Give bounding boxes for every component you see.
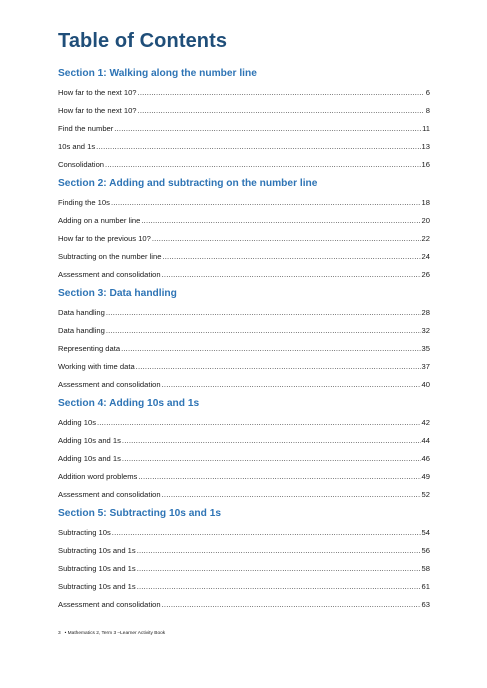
dot-leader [114, 120, 421, 138]
dot-leader [137, 542, 421, 560]
dot-leader [97, 414, 421, 432]
toc-entry[interactable] [58, 230, 430, 248]
toc-entry-page-number: 54 [421, 528, 430, 537]
toc-entry-label: Addition word problems [58, 472, 138, 481]
dot-leader [106, 322, 421, 340]
toc-entry-page-number: 61 [421, 582, 430, 591]
dot-leader [138, 84, 423, 102]
toc-entry[interactable] [58, 120, 430, 138]
section-heading: Section 4: Adding 10s and 1s [58, 398, 200, 409]
toc-entry[interactable] [58, 596, 430, 614]
dot-leader [111, 194, 421, 212]
toc-entry-label: Data handling [58, 326, 105, 335]
toc-entry[interactable] [58, 84, 430, 102]
footer-page-number: 3 [58, 631, 61, 636]
toc-entry-page-number: 46 [421, 454, 430, 463]
toc-entry[interactable] [58, 358, 430, 376]
toc-entry-label: Subtracting 10s and 1s [58, 582, 136, 591]
toc-entry[interactable] [58, 138, 430, 156]
toc-entry[interactable] [58, 542, 430, 560]
dot-leader [162, 266, 421, 284]
toc-entry-page-number: 37 [421, 362, 430, 371]
toc-entry-page-number: 20 [421, 216, 430, 225]
toc-entry-page-number: 26 [421, 270, 430, 279]
toc-entry-page-number: 63 [421, 600, 430, 609]
dot-leader [141, 212, 420, 230]
toc-section [58, 174, 430, 284]
dot-leader [162, 596, 421, 614]
toc-entry-label: Subtracting 10s [58, 528, 111, 537]
toc-entry-page-number: 16 [421, 160, 430, 169]
toc-entry-page-number: 18 [421, 198, 430, 207]
toc-entry[interactable] [58, 486, 430, 504]
toc-entry[interactable] [58, 450, 430, 468]
toc-entry-page-number: 22 [421, 234, 430, 243]
toc-entry[interactable] [58, 432, 430, 450]
dot-leader [162, 376, 421, 394]
toc-entry-label: How far to the next 10? [58, 88, 137, 97]
section-heading: Section 5: Subtracting 10s and 1s [58, 508, 222, 519]
toc-entry[interactable] [58, 304, 430, 322]
dot-leader [136, 358, 421, 376]
toc-entry-page-number: 52 [421, 490, 430, 499]
toc-entry-label: Assessment and consolidation [58, 270, 161, 279]
toc-entry[interactable] [58, 414, 430, 432]
toc-entry[interactable] [58, 340, 430, 358]
page-footer [58, 631, 169, 636]
toc-entry-label: Adding 10s and 1s [58, 436, 121, 445]
page-title: Table of Contents [58, 30, 228, 52]
toc-entry-label: Assessment and consolidation [58, 490, 161, 499]
section-heading: Section 2: Adding and subtracting on the number line [58, 178, 318, 189]
toc-entry-label: Working with time data [58, 362, 135, 371]
dot-leader [152, 230, 421, 248]
dot-leader [137, 560, 421, 578]
dot-leader [138, 468, 420, 486]
toc-entry-page-number: 24 [421, 252, 430, 261]
toc-entry-page-number: 8 [425, 106, 430, 115]
toc-entry-label: Assessment and consolidation [58, 600, 161, 609]
toc-entry-label: Finding the 10s [58, 198, 110, 207]
toc-entry-label: Adding 10s and 1s [58, 454, 121, 463]
toc-entry[interactable] [58, 102, 430, 120]
dot-leader [137, 578, 421, 596]
toc-entry[interactable] [58, 194, 430, 212]
toc-entry-page-number: 11 [422, 124, 430, 133]
toc-entry-label: Consolidation [58, 160, 105, 169]
toc-entry-page-number: 42 [421, 418, 430, 427]
toc-entry-label: 10s and 1s [58, 142, 96, 151]
dot-leader [105, 156, 421, 174]
toc-section [58, 284, 430, 394]
dot-leader [112, 524, 421, 542]
toc-entry-page-number: 35 [421, 344, 430, 353]
footer-text: • Mathematics 2, Term 3 –Learner Activity Book [64, 631, 166, 636]
toc-entry-page-number: 32 [421, 326, 430, 335]
toc-entry-page-number: 49 [421, 472, 430, 481]
toc-entry-page-number: 40 [421, 380, 430, 389]
toc-entry-page-number: 58 [421, 564, 430, 573]
toc-entry[interactable] [58, 266, 430, 284]
toc-entry-page-number: 13 [421, 142, 430, 151]
toc-entry[interactable] [58, 578, 430, 596]
dot-leader [122, 450, 421, 468]
dot-leader [162, 248, 420, 266]
toc-entry-label: Find the number [58, 124, 114, 133]
toc-entry-label: Assessment and consolidation [58, 380, 161, 389]
toc-entry-label: Data handling [58, 308, 105, 317]
toc-entry-label: Subtracting on the number line [58, 252, 162, 261]
toc-entry-page-number: 56 [421, 546, 430, 555]
toc-section [58, 394, 430, 504]
toc-entry[interactable] [58, 468, 430, 486]
toc-section [58, 64, 430, 174]
toc-entry-label: Adding 10s [58, 418, 96, 427]
toc-entry[interactable] [58, 560, 430, 578]
section-heading: Section 1: Walking along the number line [58, 68, 257, 79]
toc-sections [58, 64, 430, 614]
toc-entry[interactable] [58, 156, 430, 174]
dot-leader [106, 304, 421, 322]
toc-entry-label: Subtracting 10s and 1s [58, 546, 136, 555]
toc-entry-label: Subtracting 10s and 1s [58, 564, 136, 573]
toc-entry-page-number: 6 [425, 88, 430, 97]
toc-entry[interactable] [58, 524, 430, 542]
dot-leader [122, 432, 421, 450]
toc-entry[interactable] [58, 212, 430, 230]
toc-entry[interactable] [58, 322, 430, 340]
toc-entry-label: How far to the next 10? [58, 106, 137, 115]
toc-entry[interactable] [58, 248, 430, 266]
toc-entry-label: Adding on a number line [58, 216, 141, 225]
toc-entry-page-number: 28 [421, 308, 430, 317]
dot-leader [121, 340, 420, 358]
dot-leader [96, 138, 420, 156]
dot-leader [138, 102, 423, 120]
toc-section [58, 504, 430, 614]
section-heading: Section 3: Data handling [58, 288, 177, 299]
toc-entry[interactable] [58, 376, 430, 394]
toc-entry-label: How far to the previous 10? [58, 234, 151, 243]
toc-entry-page-number: 44 [421, 436, 430, 445]
dot-leader [162, 486, 421, 504]
toc-entry-label: Representing data [58, 344, 121, 353]
